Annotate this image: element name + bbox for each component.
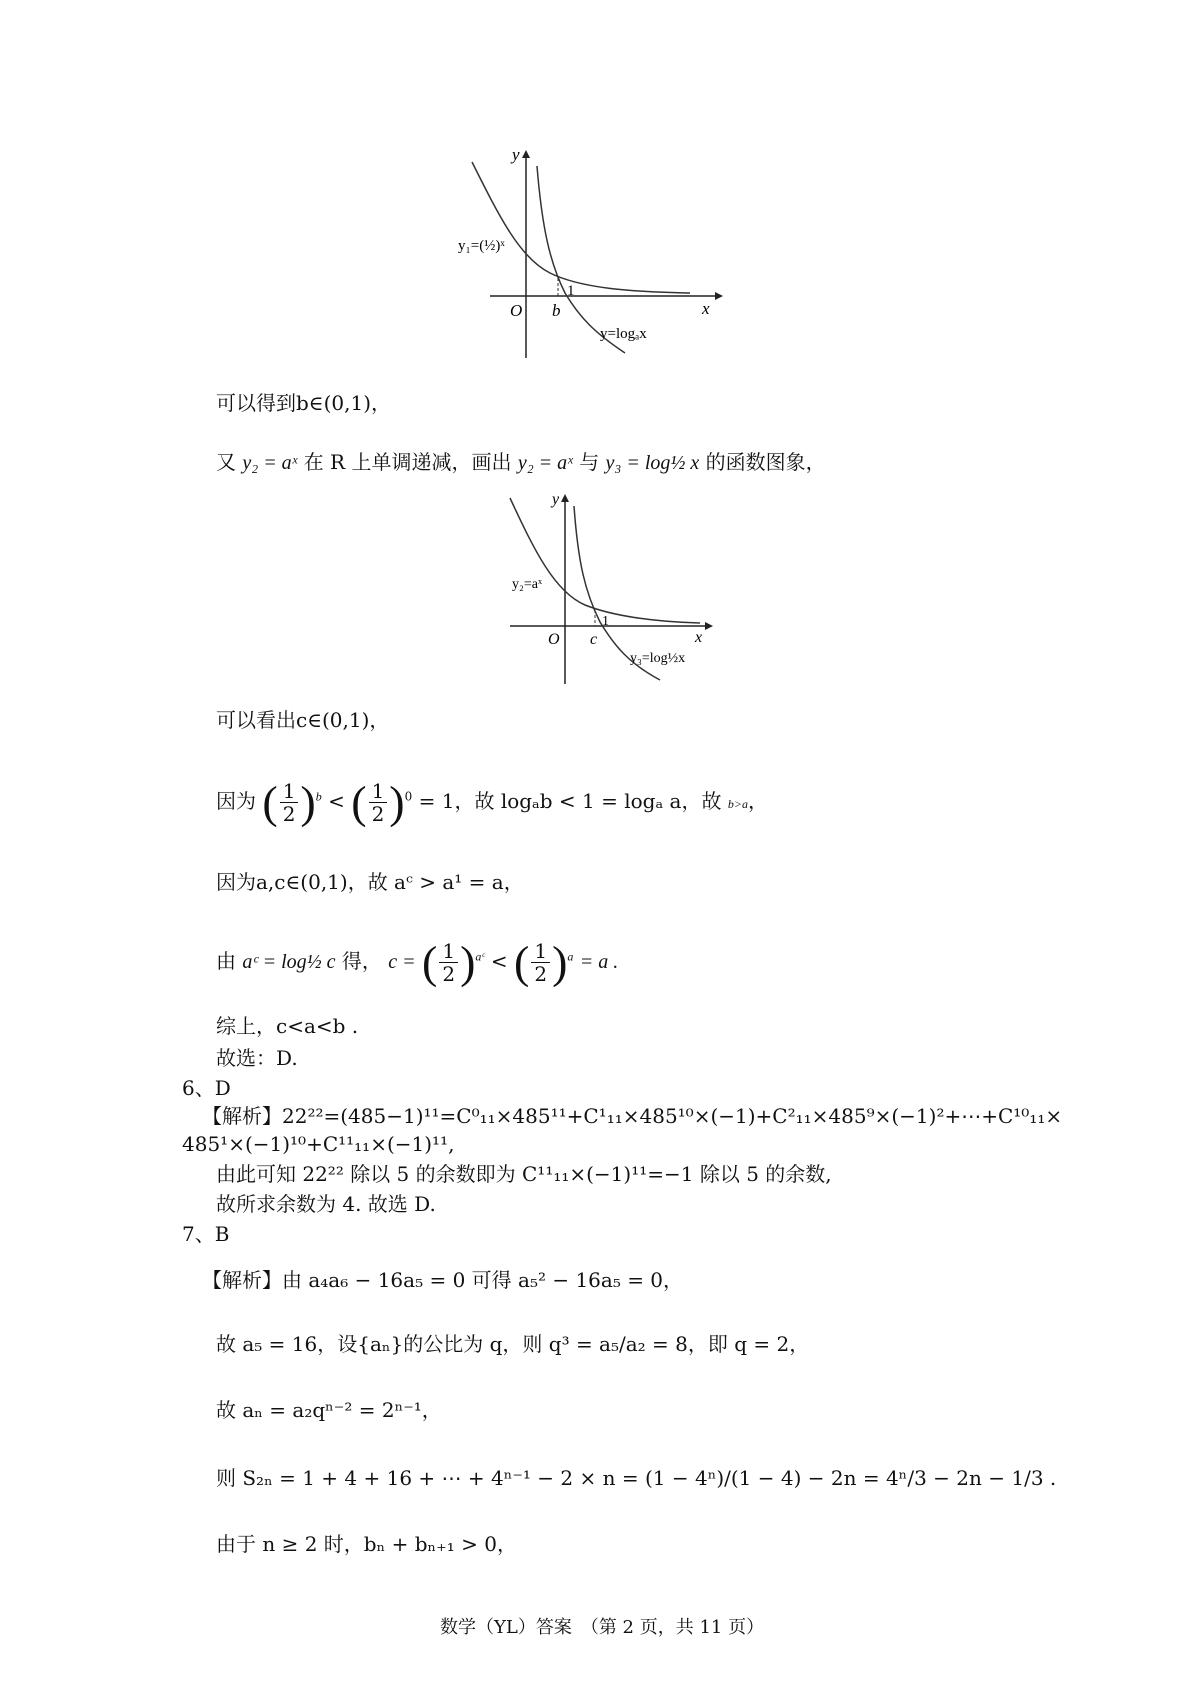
line2-pre: 又 bbox=[216, 450, 236, 474]
curve1-label: y₁=(½)ˣ bbox=[458, 238, 505, 254]
line2-y3eq: y₃ = log½ x bbox=[605, 452, 700, 474]
figure-1 bbox=[458, 145, 730, 358]
page-footer: 数学（YL）答案 （第 2 页，共 11 页） bbox=[440, 1617, 765, 1638]
axis-x-label: x bbox=[695, 629, 703, 646]
line-6: 由 aᶜ = log½ c 得， c = ( $\frac{1}{2}$ )$^{aᶜ}$ < ( $\frac{1}{2}$ )$^a$ = a . bbox=[216, 936, 619, 988]
axis-x-label: x bbox=[702, 299, 710, 318]
paren: ( bbox=[422, 936, 438, 988]
exp-curve bbox=[472, 162, 690, 293]
curve2-label: y=logₐx bbox=[600, 326, 647, 342]
q6-line2: 485¹×(−1)¹⁰+C¹¹₁₁×(−1)¹¹, bbox=[182, 1132, 455, 1156]
q6-title: 6、D bbox=[182, 1076, 231, 1100]
fraction-half: $\frac{1}{2}$ bbox=[280, 780, 299, 825]
line-3: 可以看出c∈(0,1)， bbox=[216, 708, 390, 732]
paren: ) bbox=[389, 776, 405, 828]
paren: ( bbox=[262, 776, 278, 828]
fraction-half: $\frac{1}{2}$ bbox=[369, 780, 388, 825]
line-1: 可以得到b∈(0,1)， bbox=[216, 391, 392, 415]
axis-y-label: y bbox=[512, 145, 520, 164]
q6-line3: 由此可知 22²² 除以 5 的余数即为 C¹¹₁₁×(−1)¹¹=−1 除以 5 的余数, bbox=[216, 1162, 832, 1186]
figure-2 bbox=[510, 492, 730, 684]
line-4: 因为 ( $\frac{1}{2}$ )$^b$ < ( $\frac{1}{2}$ )$^0$ = 1，故 logₐb < 1 = logₐ a，故 b>a， bbox=[216, 776, 768, 828]
line-2 bbox=[216, 448, 826, 477]
line2-mid2: 与 bbox=[579, 450, 600, 474]
line4-post1: = 1，故 logₐb < 1 = logₐ a，故 bbox=[418, 789, 722, 813]
line4-post3: ， bbox=[747, 789, 768, 813]
q7-line2: 故 a₅ = 16，设{aₙ}的公比为 q，则 q³ = a₅/a₂ = 8，即 q = 2， bbox=[216, 1332, 810, 1356]
fraction-half: $\frac{1}{2}$ bbox=[531, 940, 550, 985]
line-5: 因为a,c∈(0,1)，故 aᶜ > a¹ = a， bbox=[216, 870, 524, 894]
line2-post: 的函数图象， bbox=[705, 450, 826, 474]
q7-line1: 【解析】由 a₄a₆ − 16a₅ = 0 可得 a₅² − 16a₅ = 0， bbox=[202, 1268, 684, 1292]
q7-line3: 故 aₙ = a₂qⁿ⁻² = 2ⁿ⁻¹， bbox=[216, 1398, 442, 1422]
q6-line1: 【解析】22²²=(485−1)¹¹=C⁰₁₁×485¹¹+C¹₁₁×485¹⁰×(−1)+C²₁₁×485⁹×(−1)²+⋯+C¹⁰₁₁× bbox=[202, 1104, 1063, 1128]
paren: ) bbox=[300, 776, 316, 828]
paren: ) bbox=[460, 936, 476, 988]
line4-pre: 因为 bbox=[216, 789, 256, 813]
exp-curve bbox=[510, 498, 700, 623]
curve2-label: y₃=log½x bbox=[630, 651, 686, 666]
point-label: c bbox=[590, 631, 598, 648]
point-label: b bbox=[552, 301, 561, 320]
line6-mid: 得， bbox=[341, 949, 382, 973]
log-curve bbox=[537, 166, 625, 353]
y-arrow bbox=[561, 494, 569, 502]
axis-y-label: y bbox=[552, 491, 560, 508]
line2-mid1: 在 R 上单调递减，画出 bbox=[303, 450, 512, 474]
x-arrow bbox=[715, 292, 723, 300]
x-arrow bbox=[705, 622, 713, 630]
one-label: 1 bbox=[567, 283, 575, 299]
q7-line5: 由于 n ≥ 2 时，bₙ + bₙ₊₁ > 0， bbox=[216, 1532, 517, 1556]
line6-end: = a . bbox=[579, 951, 619, 973]
q7-line4: 则 S₂ₙ = 1 + 4 + 16 + ⋯ + 4ⁿ⁻¹ − 2 × n = (1 − 4ⁿ)/(1 − 4) − 2n = 4ⁿ/3 − 2n − 1/3 . bbox=[216, 1466, 1057, 1490]
paren: ( bbox=[514, 936, 530, 988]
curve1-label: y₂=aˣ bbox=[512, 577, 543, 592]
line-7: 综上，c<a<b . bbox=[216, 1014, 359, 1038]
q6-line4: 故所求余数为 4. 故选 D. bbox=[216, 1192, 436, 1216]
line6-pre: 由 bbox=[216, 949, 236, 973]
line4-post2: b>a bbox=[727, 797, 748, 811]
origin-label: O bbox=[510, 301, 523, 320]
fraction-half: $\frac{1}{2}$ bbox=[439, 940, 458, 985]
origin-label: O bbox=[548, 631, 560, 648]
line6-eq: aᶜ = log½ c bbox=[242, 951, 336, 973]
line2-y2eq-b: y₂ = aˣ bbox=[517, 452, 573, 474]
paren: ) bbox=[552, 936, 568, 988]
line6-c: c = bbox=[388, 951, 416, 973]
q7-title: 7、B bbox=[182, 1222, 230, 1246]
y-arrow bbox=[522, 150, 530, 158]
line2-y2eq: y₂ = aˣ bbox=[242, 452, 298, 474]
line-8: 故选：D. bbox=[216, 1046, 298, 1070]
one-label: 1 bbox=[602, 614, 609, 629]
paren: ( bbox=[351, 776, 367, 828]
